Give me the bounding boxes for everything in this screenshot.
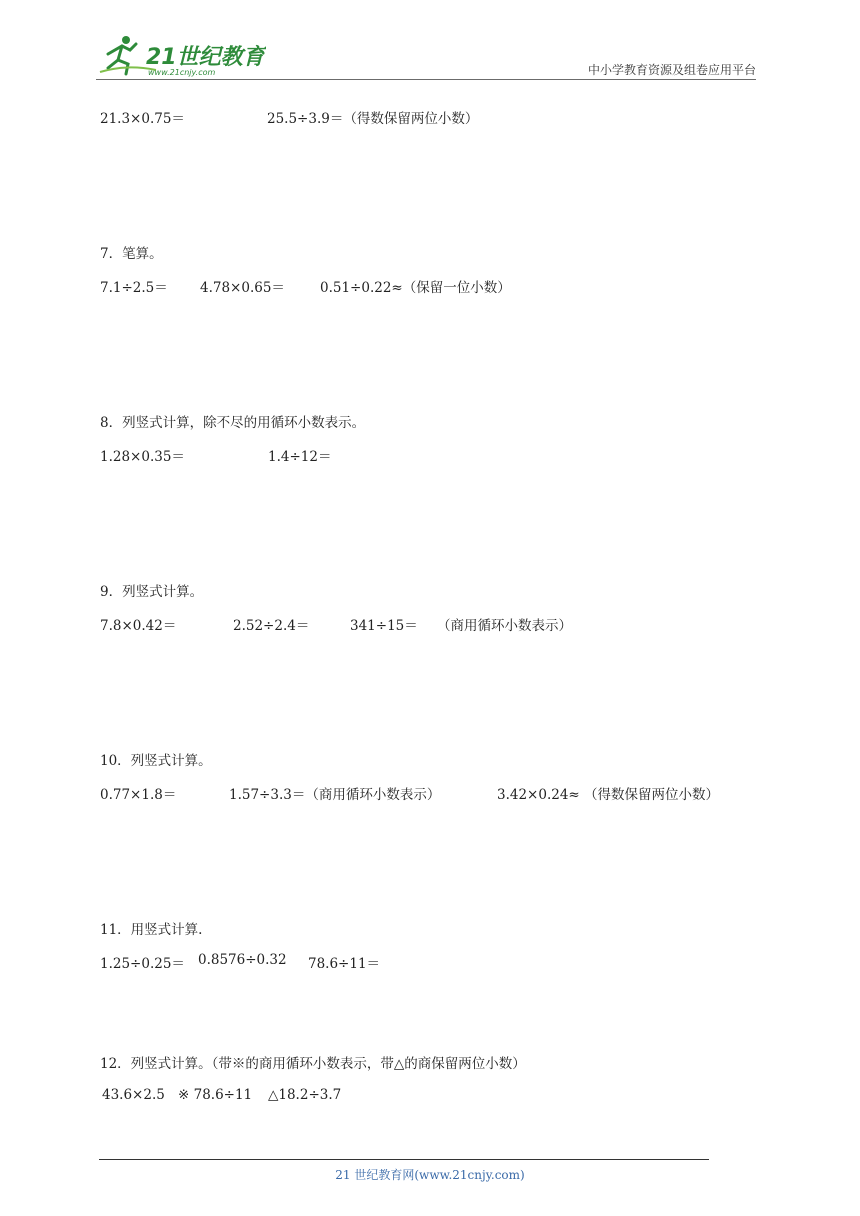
q8-title: 8．列竖式计算，除不尽的用循环小数表示。 xyxy=(100,415,366,431)
q10-title: 10．列竖式计算。 xyxy=(100,753,212,769)
logo-url: www.21cnjy.com xyxy=(148,68,216,77)
site-logo xyxy=(96,34,266,78)
q10-item-1: 0.77×1.8＝ xyxy=(100,787,177,803)
q9-item-1: 7.8×0.42＝ xyxy=(100,618,177,634)
q12-title: 12．列竖式计算。（带※的商用循环小数表示，带△的商保留两位小数） xyxy=(100,1056,526,1072)
q9-item-4: （商用循环小数表示） xyxy=(437,618,572,634)
q9-item-2: 2.52÷2.4＝ xyxy=(233,618,310,634)
q12-item-1: 43.6×2.5 xyxy=(102,1087,165,1103)
q9-item-3: 341÷15＝ xyxy=(350,618,418,634)
q10-item-2: 1.57÷3.3＝（商用循环小数表示） xyxy=(229,787,441,803)
q11-title: 11．用竖式计算. xyxy=(100,922,203,938)
header-platform-text: 中小学教育资源及组卷应用平台 xyxy=(587,63,756,77)
q8-item-1: 1.28×0.35＝ xyxy=(100,449,185,465)
q11-item-3: 78.6÷11＝ xyxy=(308,956,381,972)
logo-text: 21世纪教育 xyxy=(146,45,265,70)
footer-divider xyxy=(99,1159,709,1160)
q12-item-3: △18.2÷3.7 xyxy=(268,1087,342,1103)
q6-item-2: 25.5÷3.9＝（得数保留两位小数） xyxy=(267,111,479,127)
q7-item-3: 0.51÷0.22≈（保留一位小数） xyxy=(320,280,511,296)
q7-item-2: 4.78×0.65＝ xyxy=(200,280,285,296)
q7-item-1: 7.1÷2.5＝ xyxy=(100,280,168,296)
header-divider xyxy=(96,79,756,80)
footer-link[interactable]: 21 世纪教育网(www.21cnjy.com) xyxy=(335,1168,525,1182)
runner-logo-icon xyxy=(96,34,266,78)
q8-item-2: 1.4÷12＝ xyxy=(268,449,332,465)
q9-title: 9．列竖式计算。 xyxy=(100,584,204,600)
q7-title: 7．笔算。 xyxy=(100,246,163,262)
q6-item-1: 21.3×0.75＝ xyxy=(100,111,185,127)
q11-item-2: 0.8576÷0.32 xyxy=(198,952,287,968)
q12-item-2: ※ 78.6÷11 xyxy=(178,1087,253,1103)
q10-item-3: 3.42×0.24≈ （得数保留两位小数） xyxy=(497,787,720,803)
q11-item-1: 1.25÷0.25＝ xyxy=(100,956,185,972)
